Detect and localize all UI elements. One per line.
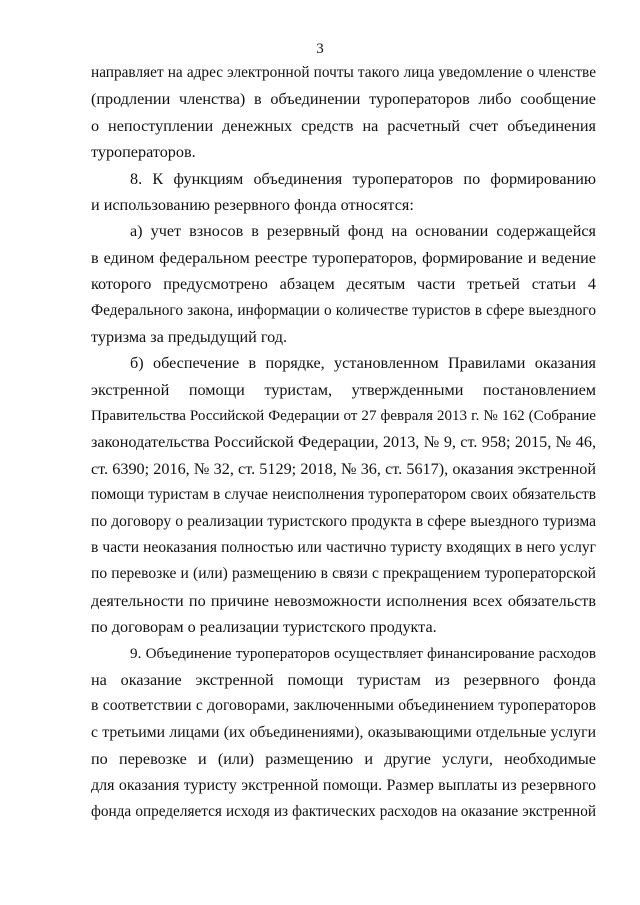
text-line: по перевозке и (или) размещению в связи с прекращением туроператорской xyxy=(91,565,596,583)
text-line: по договору о реализации туристского продукта в сфере выездного туризма xyxy=(91,512,596,530)
text-line: и использованию резервного фонда относятся: xyxy=(91,195,414,214)
text-line: которого предусмотрено абзацем десятым части третьей статьи 4 xyxy=(91,275,596,294)
text-line: о непоступлении денежных средств на расчетный счет объединения xyxy=(91,116,596,135)
text-line: фонда определяется исходя из фактических расходов на оказание экстренной xyxy=(91,802,596,820)
text-line: (продлении членства) в объединении туроператоров либо сообщение xyxy=(91,90,596,109)
document-body xyxy=(91,60,596,825)
text-line: туроператоров. xyxy=(91,143,196,162)
text-line: а) учет взносов в резервный фонд на основании содержащейся xyxy=(130,222,596,241)
text-line: в едином федеральном реестре туроператоров, формирование и ведение xyxy=(91,248,596,267)
text-line: туризма за предыдущий год. xyxy=(91,327,288,346)
text-line: законодательства Российской Федерации, 2013, № 9, ст. 958; 2015, № 46, xyxy=(91,433,596,452)
text-line: помощи туристам в случае неисполнения туроператором своих обязательств xyxy=(91,486,596,504)
text-line: по перевозке и (или) размещению и другие услуги, необходимые xyxy=(91,750,596,769)
text-line: на оказание экстренной помощи туристам из резервного фонда xyxy=(91,670,596,689)
text-line: 8. К функциям объединения туроператоров по формированию xyxy=(130,169,596,188)
text-line: с третьими лицами (их объединениями), оказывающими отдельные услуги xyxy=(91,723,596,741)
text-line: в части неоказания полностью или частично туристу входящих в него услуг xyxy=(91,539,596,557)
page-number: 3 xyxy=(316,41,324,57)
text-line: направляет на адрес электронной почты такого лица уведомление о членстве xyxy=(91,64,596,81)
text-line: ст. 6390; 2016, № 32, ст. 5129; 2018, № 36, ст. 5617), оказания экстренной xyxy=(91,459,596,478)
text-line: Федерального закона, информации о количестве туристов в сфере выездного xyxy=(91,301,596,319)
text-line: 9. Объединение туроператоров осуществляет финансирование расходов xyxy=(130,645,596,662)
text-line: по договорам о реализации туристского продукта. xyxy=(91,618,437,637)
text-line: экстренной помощи туристам, утвержденными постановлением xyxy=(91,380,596,399)
text-line: Правительства Российской Федерации от 27 февраля 2013 г. № 162 (Собрание xyxy=(91,408,596,425)
text-line: для оказания туристу экстренной помощи. Размер выплаты из резервного xyxy=(91,776,596,794)
text-line: в соответствии с договорами, заключенными объединением туроператоров xyxy=(91,697,596,715)
text-line: деятельности по причине невозможности исполнения всех обязательств xyxy=(91,591,596,610)
text-line: б) обеспечение в порядке, установленном Правилами оказания xyxy=(130,354,596,373)
